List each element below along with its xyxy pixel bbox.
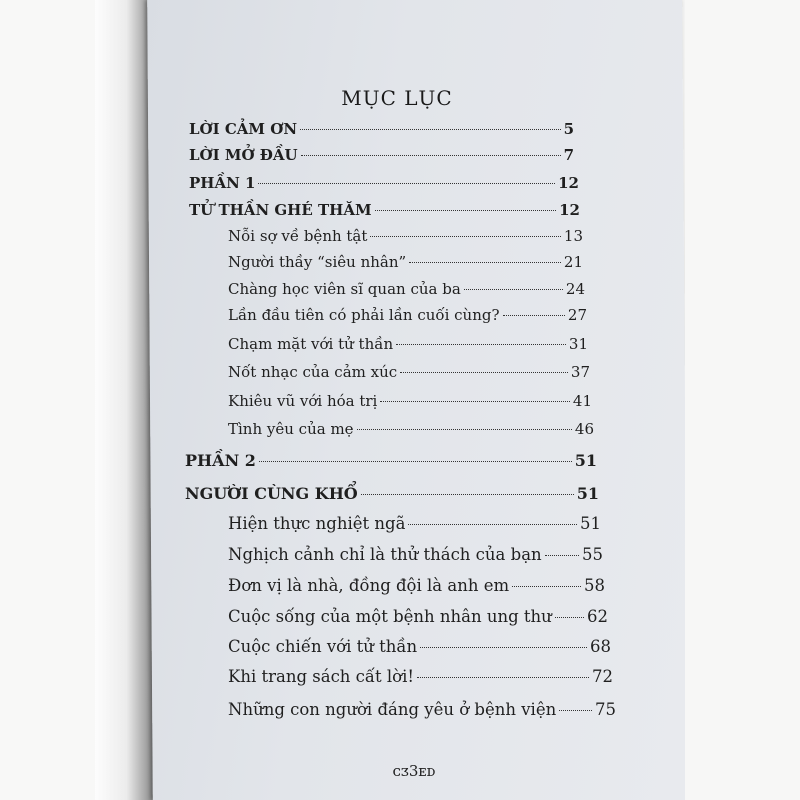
toc-entry-chapter [228, 363, 590, 381]
toc-entry-chapter [228, 420, 594, 438]
toc-entry-chapter [228, 306, 587, 324]
toc-entry-chapter [228, 700, 616, 719]
toc-entry-label: PHẦN 1 [189, 174, 256, 192]
toc-entry-page: 7 [563, 146, 574, 164]
toc-entry-page: 51 [576, 484, 599, 503]
toc-entry-loi-mo-dau [189, 146, 574, 164]
toc-entry-page: 58 [584, 576, 605, 595]
toc-entry-page: 27 [567, 306, 587, 324]
dot-leader [258, 183, 555, 184]
toc-entry-page: 41 [572, 392, 592, 410]
toc-entry-page: 37 [570, 363, 590, 381]
toc-entry-label: NGƯỜI CÙNG KHỔ [185, 484, 358, 503]
toc-entry-label: Lần đầu tiên có phải lần cuối cùng? [228, 306, 500, 324]
dot-leader [417, 677, 589, 678]
toc-entry-page: 72 [592, 667, 613, 686]
toc-entry-label: Chạm mặt với tử thần [228, 335, 394, 353]
toc-entry-label: LỜI CẢM ƠN [189, 120, 298, 138]
dot-leader [545, 555, 579, 556]
dot-leader [512, 586, 581, 587]
toc-entry-loi-cam-on [189, 120, 574, 138]
toc-entry-label: Hiện thực nghiệt ngã [228, 514, 406, 533]
toc-entry-label: Tình yêu của mẹ [228, 420, 354, 438]
dot-leader [259, 461, 572, 462]
toc-entry-chapter [228, 392, 592, 410]
dot-leader [555, 617, 584, 618]
toc-entry-label: LỜI MỞ ĐẦU [189, 146, 298, 164]
toc-entry-chapter [228, 545, 603, 564]
toc-entry-label: Cuộc sống của một bệnh nhân ung thư [228, 607, 552, 626]
toc-entry-page: 12 [558, 174, 579, 192]
toc-entry-page: 51 [580, 514, 601, 533]
toc-entry-page: 24 [565, 280, 585, 298]
toc-entry-label: Nghịch cảnh chỉ là thử thách của bạn [228, 545, 542, 564]
dot-leader [361, 494, 574, 495]
toc-entry-label: Khiêu vũ với hóa trị [228, 392, 378, 410]
toc-entry-chapter [228, 514, 601, 533]
toc-entry-page: 31 [568, 335, 588, 353]
toc-entry-chapter [228, 335, 588, 353]
toc-entry-page: 51 [574, 451, 597, 470]
dot-leader [396, 344, 566, 345]
toc-entry-page: 55 [582, 545, 603, 564]
toc-entry-label: PHẦN 2 [185, 451, 256, 470]
toc-entry-chapter [228, 280, 585, 298]
dot-leader [380, 401, 570, 402]
toc-entry-page: 21 [563, 253, 583, 271]
page-number-ornament: ᴄᴣ3ᴇᴅ [392, 762, 436, 780]
toc-entry-phan-2 [185, 451, 597, 470]
toc-entry-page: 75 [595, 700, 616, 719]
dot-leader [503, 315, 565, 316]
dot-leader [464, 289, 563, 290]
toc-entry-label: Nỗi sợ về bệnh tật [228, 227, 368, 245]
toc-entry-page: 68 [590, 637, 611, 656]
toc-entry-phan-1 [189, 174, 579, 192]
toc-entry-chapter [228, 637, 611, 656]
toc-entry-chapter [228, 667, 613, 686]
dot-leader [420, 647, 587, 648]
toc-entry-page: 5 [563, 120, 574, 138]
page-title: MỤC LỤC [341, 86, 453, 110]
dot-leader [375, 210, 557, 211]
toc-entry-label: Cuộc chiến với tử thần [228, 637, 418, 656]
toc-entry-label: Đơn vị là nhà, đồng đội là anh em [228, 576, 510, 595]
page-edge [685, 0, 800, 800]
toc-entry-tu-than-ghe-tham [189, 201, 580, 219]
dot-leader [301, 155, 561, 156]
dot-leader [370, 236, 561, 237]
dot-leader [559, 710, 592, 711]
toc-entry-label: Những con người đáng yêu ở bệnh viện [228, 700, 557, 719]
dot-leader [408, 524, 577, 525]
toc-entry-page: 46 [574, 420, 594, 438]
toc-entry-page: 62 [587, 607, 608, 626]
toc-entry-chapter [228, 576, 605, 595]
dot-leader [357, 429, 572, 430]
dot-leader [400, 372, 568, 373]
toc-entry-label: TỬ THẦN GHÉ THĂM [189, 201, 372, 219]
toc-entry-label: Nốt nhạc của cảm xúc [228, 363, 398, 381]
toc-entry-chapter [228, 253, 583, 271]
toc-entry-nguoi-cung-kho [185, 484, 599, 503]
dot-leader [409, 262, 561, 263]
toc-entry-page: 12 [559, 201, 580, 219]
toc-entry-label: Chàng học viên sĩ quan của ba [228, 280, 461, 298]
toc-entry-page: 13 [563, 227, 583, 245]
toc-entry-label: Người thầy “siêu nhân” [228, 253, 407, 271]
toc-entry-chapter [228, 227, 583, 245]
dot-leader [300, 129, 561, 130]
toc-entry-label: Khi trang sách cất lời! [228, 667, 415, 686]
toc-entry-chapter [228, 607, 608, 626]
